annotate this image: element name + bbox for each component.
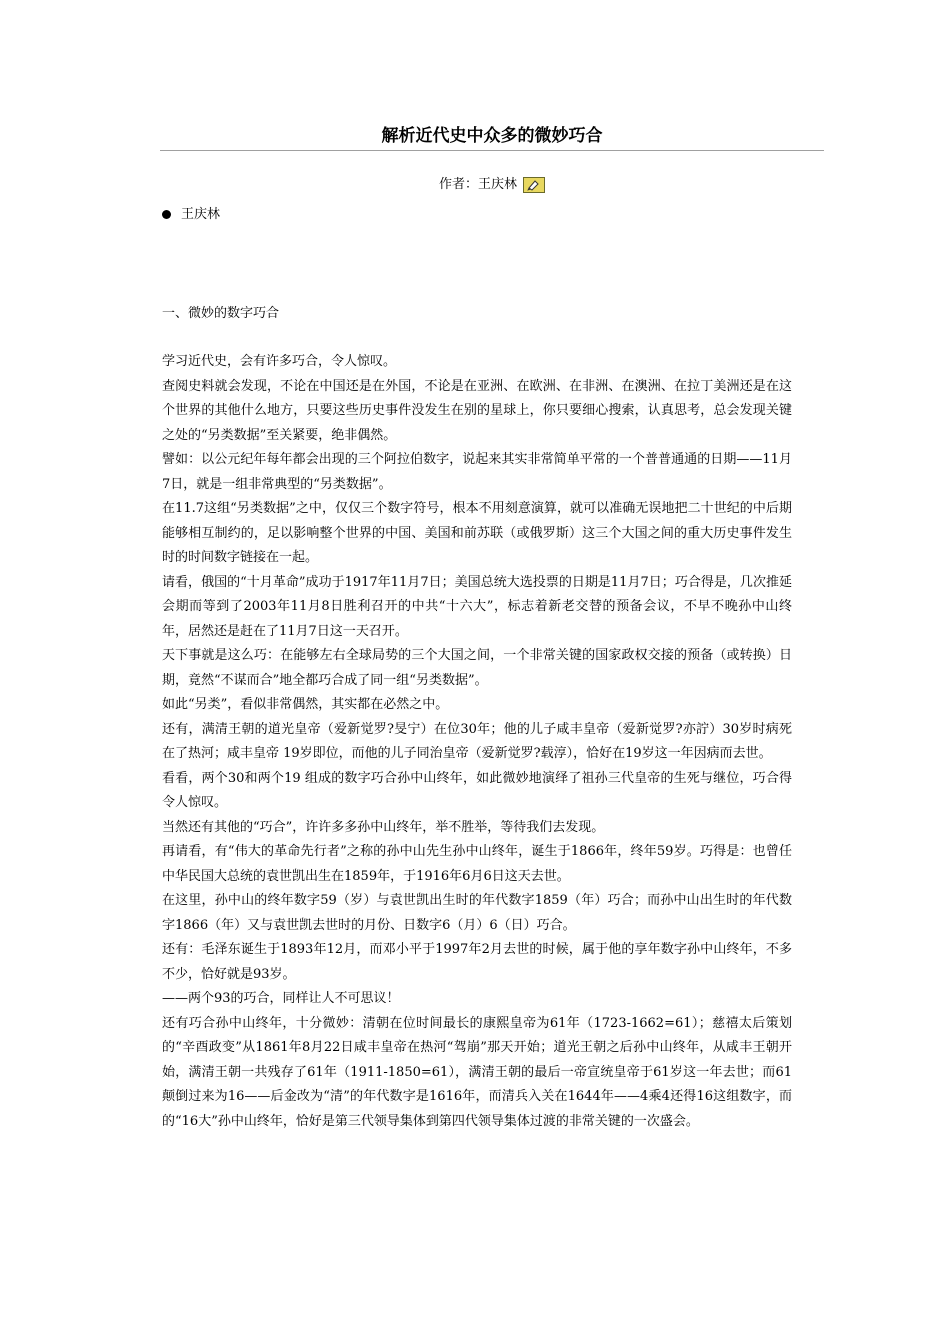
paragraph: 如此“另类”，看似非常偶然，其实都在必然之中。 <box>162 697 449 712</box>
paragraph: 看看，两个30和两个19 组成的数字巧合孙中山终年，如此微妙地演绎了祖孙三代皇帝的生死与继位，巧合得令人惊叹。 <box>162 770 792 810</box>
paragraph: 还有：毛泽东诞生于1893年12月，而邓小平于1997年2月去世的时候，属于他的享年数字孙中山终年，不多不少，恰好就是93岁。 <box>162 942 792 982</box>
page-title: 解析近代史中众多的微妙巧合 <box>381 126 603 146</box>
paragraph: 譬如：以公元纪年每年都会出现的三个阿拉伯数字，说起来其实非常简单平常的一个普普通通的日期——11月7日，就是一组非常典型的“另类数据”。 <box>162 452 792 492</box>
bullet-author-name: 王庆林 <box>181 207 221 222</box>
paragraph: ——两个93的巧合，同样让人不可思议！ <box>162 991 400 1006</box>
paragraph: 再请看，有“伟大的革命先行者”之称的孙中山先生孙中山终年，诞生于1866年，终年59岁。巧得是：也曾任中华民国大总统的袁世凯出生在1859年，于1916年6月6日这天去世。 <box>162 844 792 884</box>
bullet-icon <box>162 210 171 219</box>
paragraph: 还有，满清王朝的道光皇帝（爱新觉罗?旻宁）在位30年；他的儿子咸丰皇帝（爱新觉罗?亦詝）30岁时病死在了热河；咸丰皇帝 19岁即位，而他的儿子同治皇帝（爱新觉罗?载淳），恰好在19岁这一年因病而去世。 <box>162 721 792 761</box>
paragraph: 天下事就是这么巧：在能够左右全球局势的三个大国之间，一个非常关键的国家政权交接的预备（或转换）日期，竟然“不谋而合”地全都巧合成了同一组“另类数据”。 <box>162 648 792 688</box>
author-bullet <box>162 206 220 224</box>
paragraph: 在11.7这组“另类数据”之中，仅仅三个数字符号，根本不用刻意演算，就可以准确无误地把二十世纪的中后期能够相互制约的，足以影响整个世界的中国、美国和前苏联（或俄罗斯）这三个大国之间的重大历史事件发生时的时间数字链接在一起。 <box>162 501 792 565</box>
author-name: 王庆林 <box>478 177 518 192</box>
paragraph: 请看，俄国的“十月革命”成功于1917年11月7日；美国总统大选投票的日期是11月7日；巧合得是，几次推延会期而等到了2003年11月8日胜利召开的中共“十六大”，标志着新老交替的预备会议，不早不晚孙中山终年，居然还是赶在了11月7日这一天召开。 <box>162 574 792 639</box>
section-heading: 一、微妙的数字巧合 <box>162 306 280 321</box>
article-body <box>162 350 792 1134</box>
edit-document-icon[interactable] <box>523 177 545 193</box>
title-divider <box>160 150 824 151</box>
paragraph: 学习近代史，会有许多巧合，令人惊叹。 <box>162 354 397 369</box>
paragraph: 在这里，孙中山的终年数字59（岁）与袁世凯出生时的年代数字1859（年）巧合；而孙中山出生时的年代数字1866（年）又与袁世凯去世时的月份、日数字6（月）6（日）巧合。 <box>162 893 792 933</box>
author-line <box>160 176 824 195</box>
paragraph: 当然还有其他的“巧合”，许许多多孙中山终年，举不胜举，等待我们去发现。 <box>162 819 605 835</box>
author-label: 作者： <box>438 177 478 192</box>
paragraph: 查阅史料就会发现，不论在中国还是在外国，不论是在亚洲、在欧洲、在非洲、在澳洲、在拉丁美洲还是在这个世界的其他什么地方，只要这些历史事件没发生在别的星球上，你只要细心搜索，认真思考，总会发现关键之处的“另类数据”至关紧要，绝非偶然。 <box>162 378 792 443</box>
paragraph: 还有巧合孙中山终年，十分微妙：清朝在位时间最长的康熙皇帝为61年（1723-1662=61）；慈禧太后策划的“辛酉政变”从1861年8月22日咸丰皇帝在热河“驾崩”那天开始；道光王朝之后孙中山终年，从咸丰王朝开始，满清王朝一共残存了61年（1911-1850=61），满清王朝的最后一帝宣统皇帝于61岁这一年去世；而61颠倒过来为16——后金改为“清”的年代数字是1616年，而清兵入关在1644年——4乘4还得16这组数字，而 的“16大”孙中山终年，恰好是第三代领导集体到第四代领导集体过渡的非常关键的一次盛会。 <box>162 1015 792 1129</box>
